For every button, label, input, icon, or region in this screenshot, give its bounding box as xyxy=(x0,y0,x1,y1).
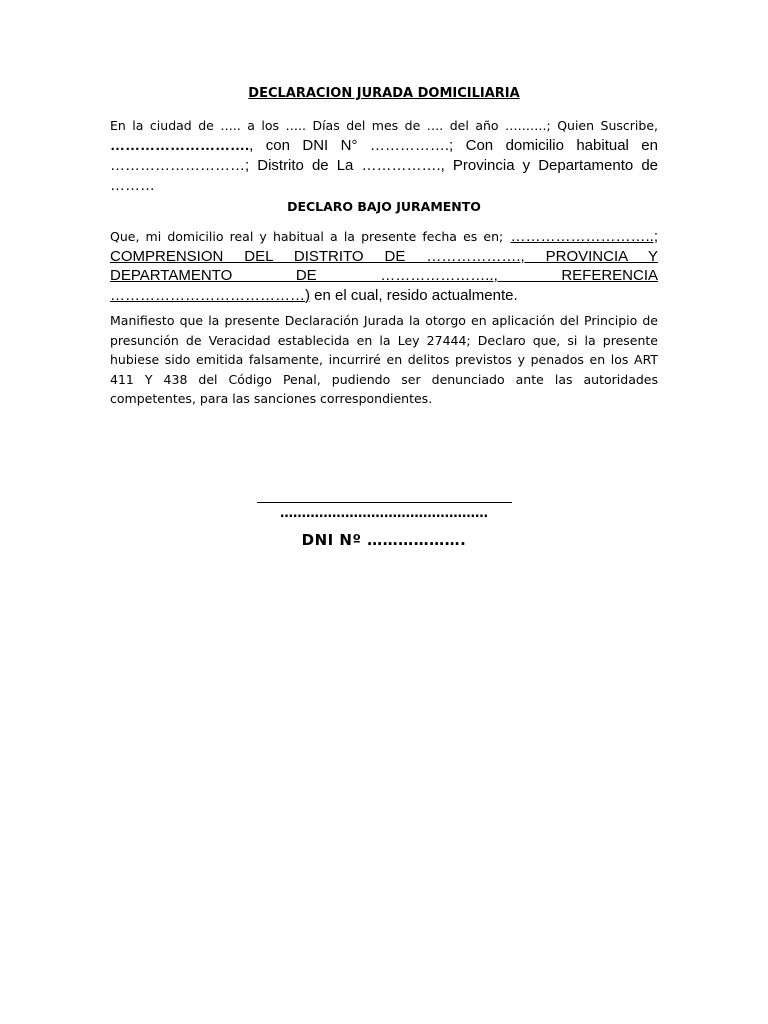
domicile-text-end: en el cual, resido actualmente. xyxy=(310,286,518,304)
domicile-paragraph xyxy=(110,227,658,305)
declaration-heading: DECLARO BAJO JURAMENTO xyxy=(287,199,481,214)
signature-name-blank: ………………………………………… xyxy=(280,506,488,521)
intro-paragraph xyxy=(110,115,658,195)
signer-name-blank: ………………………. xyxy=(110,137,250,154)
document-title: DECLARACION JURADA DOMICILIARIA xyxy=(248,86,520,101)
domicile-address-blank: ………………………..; COMPRENSION DEL DISTRITO DE ………………., PROVINCIA Y DEPARTAMENTO DE ………………….., REFERENCIA …………………………………) xyxy=(110,228,658,304)
intro-text-end: , con DNI N° …………….; Con domicilio habitual en ………………………; Distrito de La ……………., Provincia y Departamento de ……… xyxy=(110,137,658,194)
manifest-paragraph: Manifiesto que la presente Declaración Jurada la otorgo en aplicación del Principio de presunción de Veracidad establecida en la Ley 27444; Declaro que, si la presente hubiese sido emitida falsamente, incurriré en delitos previstos y penados en los ART 411 Y 438 del Código Penal, pudiendo ser denunciado ante las autoridades competentes, para las sanciones correspondientes. xyxy=(110,313,658,406)
intro-text-start: En la ciudad de ….. a los ….. Días del mes de …. del año ……….; Quien Suscribe, xyxy=(110,118,658,133)
signature-dni: DNI Nº ………………. xyxy=(301,531,467,549)
signature-line xyxy=(257,502,512,503)
domicile-text-start: Que, mi domicilio real y habitual a la presente fecha es en; xyxy=(110,229,504,244)
